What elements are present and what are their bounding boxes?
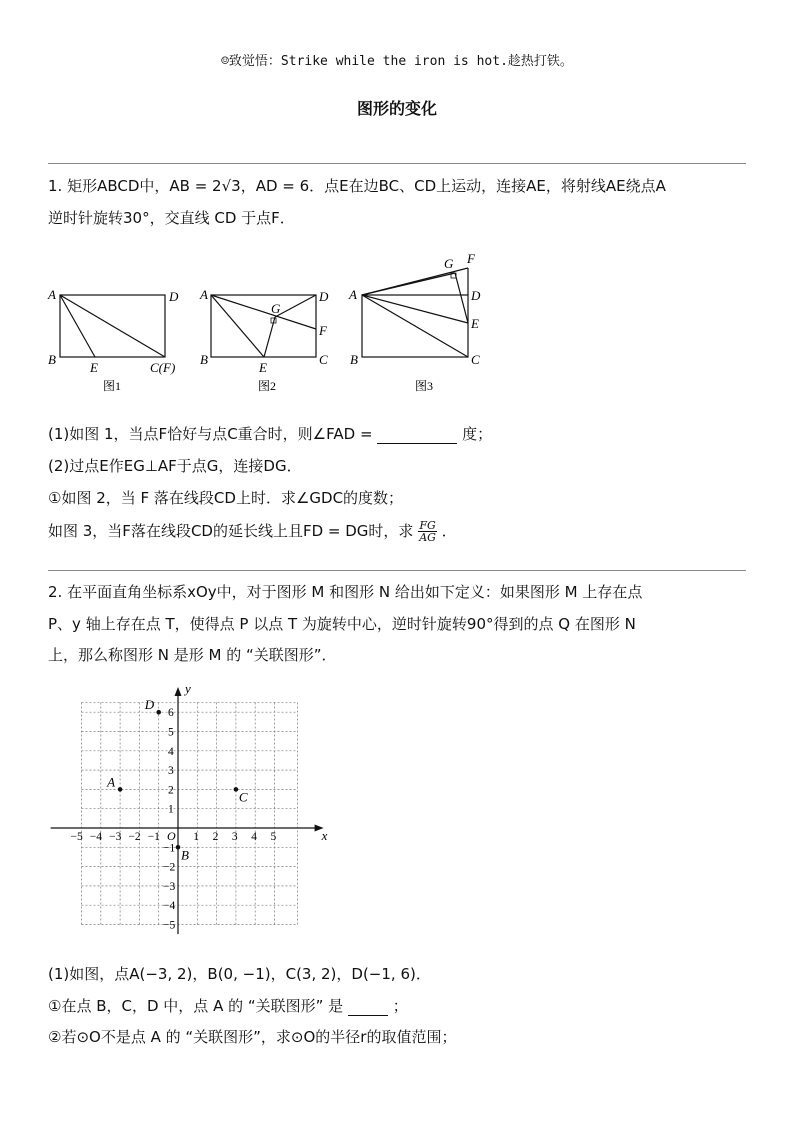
- q2-sub1a-tail: ；: [392, 997, 408, 1015]
- fig1-caption: 图1: [103, 379, 122, 393]
- fig3-caption: 图3: [415, 379, 434, 393]
- page-title: 图形的变化: [356, 99, 437, 118]
- y-tick-label: 4: [168, 745, 174, 758]
- grid-lines: [82, 703, 298, 925]
- x-tick-label: −1: [147, 831, 160, 843]
- fig2-label-f: F: [319, 323, 327, 338]
- q1-sub2: (2)过点E作EG⊥AF于点G，连接DG．: [48, 457, 302, 475]
- divider: [48, 570, 746, 571]
- fig2-label-b: B: [200, 352, 208, 367]
- x-tick-label: −4: [89, 831, 103, 843]
- q1-line2: 逆时针旋转30°，交直线 CD 于点F．: [48, 209, 295, 227]
- fig3-label-b: B: [350, 352, 358, 367]
- point-label-a: A: [107, 774, 116, 790]
- y-tick-label: −4: [163, 900, 176, 913]
- q1-sub1: [48, 424, 492, 444]
- q1-sub1-text: (1)如图 1，当点F恰好与点C重合时，则∠FAD =: [48, 425, 373, 443]
- fig1-label-b: B: [48, 352, 56, 367]
- y-tick-label: 5: [168, 726, 174, 739]
- y-tick-label: −2: [163, 861, 176, 874]
- y-tick-label: 2: [168, 784, 174, 797]
- fig3-label-e: E: [471, 316, 479, 331]
- x-tick-label: 5: [270, 831, 277, 843]
- q2-sub1a-text: ①在点 B，C，D 中，点 A 的 “关联图形” 是: [48, 997, 344, 1015]
- x-tick-label: 1: [193, 831, 200, 843]
- point-b: [176, 845, 181, 850]
- q2-line1: 2. 在平面直角坐标系xOy中，对于图形 M 和图形 N 给出如下定义：如果图形 M 上存在点: [48, 583, 643, 601]
- fig2-label-a: A: [200, 287, 208, 302]
- q2-sub1: (1)如图，点A(−3, 2)，B(0, −1)，C(3, 2)，D(−1, 6)．: [48, 965, 431, 983]
- y-tick-label: 1: [168, 803, 174, 816]
- fig2-label-c: C: [319, 352, 328, 367]
- fig1-label-cf: C(F): [150, 360, 176, 375]
- q1-fraction: [418, 520, 437, 543]
- x-axis-label: x: [321, 828, 328, 843]
- q1-sub2b-text: 如图 3，当F落在线段CD的延长线上且FD = DG时，求: [48, 522, 414, 540]
- q1-sub2a: ①如图 2，当 F 落在线段CD上时．求∠GDC的度数；: [48, 489, 404, 507]
- fig3-label-d: D: [471, 288, 481, 303]
- q1-sub1-tail: 度；: [462, 425, 493, 443]
- origin-label: O: [167, 829, 176, 843]
- point-d: [156, 710, 161, 715]
- y-axis-label: y: [185, 680, 191, 696]
- q2-coordinate-grid: [40, 680, 328, 945]
- y-tick-label: −3: [163, 880, 176, 893]
- q2-sub1a: [48, 996, 408, 1016]
- fig2-label-e: E: [259, 360, 267, 375]
- x-tick-label: 3: [231, 831, 238, 843]
- point-a: [118, 787, 123, 792]
- q1-figure-3: [345, 250, 505, 402]
- q1-sub2b-tail: ．: [441, 522, 457, 540]
- x-tick-label: −3: [109, 831, 122, 843]
- point-label-b: B: [181, 847, 189, 863]
- page-header: ☺致觉悟：Strike while the iron is hot.趁热打铁。: [221, 54, 573, 69]
- q1-sub1-answer-blank[interactable]: [377, 427, 457, 444]
- fig1-label-a: A: [48, 287, 56, 302]
- q2-line2: P、y 轴上存在点 T，使得点 P 以点 T 为旋转中心，逆时针旋转90°得到的点 Q 在图形 N: [48, 615, 636, 633]
- fig2-caption: 图2: [258, 379, 277, 393]
- q1-sub2b: [48, 516, 457, 546]
- x-tick-label: 4: [251, 831, 257, 843]
- fig3-label-a: A: [349, 287, 357, 302]
- q1-figure-1: [40, 282, 190, 402]
- x-tick-label: −5: [70, 831, 83, 843]
- fig3-label-f: F: [467, 251, 475, 266]
- q2-line3: 上，那么称图形 N 是形 M 的 “关联图形”．: [48, 646, 337, 664]
- x-tick-label: 2: [212, 831, 219, 843]
- q1-fraction-denominator: AG: [419, 531, 436, 544]
- q2-sub1b: ②若⊙O不是点 A 的 “关联图形”，求⊙O的半径r的取值范围；: [48, 1028, 457, 1046]
- fig2-label-d: D: [319, 289, 329, 304]
- fig3-label-c: C: [471, 352, 480, 367]
- q2-sub1a-answer-blank[interactable]: [348, 999, 388, 1016]
- y-tick-label: −1: [163, 842, 176, 855]
- fig1-label-d: D: [169, 289, 179, 304]
- point-label-c: C: [238, 789, 248, 805]
- fig3-label-g: G: [444, 256, 454, 271]
- fig2-label-g: G: [271, 301, 281, 316]
- y-axis-arrow: [175, 687, 182, 696]
- grid-points: [106, 697, 248, 862]
- point-label-d: D: [144, 697, 155, 713]
- y-tick-label: 3: [168, 765, 174, 778]
- y-tick-label: 6: [168, 707, 174, 720]
- y-tick-label: −5: [163, 919, 176, 932]
- x-tick-label: −2: [128, 831, 141, 843]
- q1-figure-2: [195, 282, 345, 402]
- q1-line1: 1. 矩形ABCD中，AB = 2√3，AD = 6．点E在边BC、CD上运动，连接AE，将射线AE绕点A: [48, 177, 666, 195]
- tick-labels: [71, 681, 328, 932]
- fig1-label-e: E: [90, 360, 98, 375]
- divider: [48, 163, 746, 164]
- axes: [51, 687, 324, 934]
- q1-fraction-numerator: FG: [419, 519, 436, 532]
- point-c: [234, 787, 239, 792]
